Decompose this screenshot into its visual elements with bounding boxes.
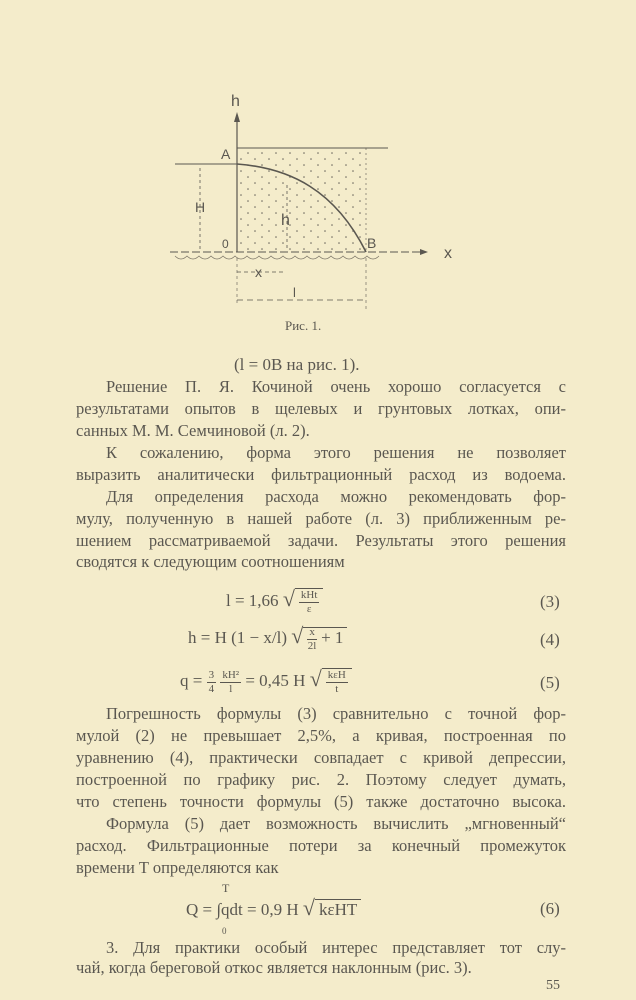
text-line: уравнению (4), практически совпадает с кривой депрессии, [76, 748, 566, 767]
text-line: Погрешность формулы (3) сравнительно с точной фор- [106, 704, 566, 723]
label-l: l [293, 285, 296, 300]
text-line: выразить аналитически фильтрационный расход из водоема. [76, 465, 566, 484]
text-line: чай, когда береговой откос является наклонным (рис. 3). [76, 958, 472, 977]
text-line: Решение П. Я. Кочиной очень хорошо согласуется с [106, 377, 566, 396]
label-O: 0 [222, 237, 229, 251]
figure-1-diagram [0, 0, 636, 340]
text-line: санных М. М. Семчиновой (л. 2). [76, 421, 310, 440]
text-line: сводятся к следующим соотношениям [76, 552, 345, 571]
text-line: мулой (2) не превышает 2,5%, а кривая, построенная по [76, 726, 566, 745]
text-line: шением рассматриваемой задачи. Результаты этого решения [76, 531, 566, 550]
integral-lower-limit: 0 [222, 926, 227, 936]
text-line: 3. Для практики особый интерес представляет тот слу- [106, 938, 566, 957]
text-line: построенной по графику рис. 2. Поэтому следует думать, [76, 770, 566, 789]
label-A: A [221, 146, 231, 162]
text-line: К сожалению, форма этого решения не позволяет [106, 443, 566, 462]
label-B: B [367, 235, 377, 251]
text-line: расход. Фильтрационные потери за конечный промежуток [76, 836, 566, 855]
equation-6: Q = ∫qdt = 0,9 H √ kεHT [186, 897, 361, 921]
text-line: времени T определяются как [76, 858, 279, 877]
page-number: 55 [546, 978, 560, 993]
equation-number: (4) [540, 630, 560, 649]
label-h-axis: h [231, 93, 240, 110]
equation-4: h = H (1 − x/l) √ $\frac{x}{2l}$ + 1 [188, 625, 347, 653]
figure-caption: Рис. 1. [285, 318, 322, 333]
label-h: h [281, 212, 290, 229]
label-x: x [255, 264, 262, 280]
text-line: результатами опытов в щелевых и грунтовых лотках, опи- [76, 399, 566, 418]
equation-5: q = $\frac{3}{4}$ $\frac{\text{kH²}}{l}$ = 0,45 H √ $\frac{\text{kεH}}{t}$ [180, 668, 352, 696]
text-line: Для определения расхода можно рекомендовать фор- [106, 487, 566, 506]
equation-number: (3) [540, 592, 560, 611]
label-x-axis: x [444, 245, 452, 262]
soil-region [238, 149, 366, 252]
equation-number: (6) [540, 899, 560, 918]
text-line: Формула (5) дает возможность вычислить „мгновенный“ [106, 814, 566, 833]
label-H: H [195, 199, 206, 215]
text-line: (l = 0B на рис. 1). [234, 355, 360, 374]
text-line: что степень точности формулы (5) также достаточно высока. [76, 792, 566, 811]
equation-3: l = 1,66 √ $\frac{\text{kHt}}{\varepsilon}$ [226, 588, 323, 616]
ground-hatch [175, 256, 379, 259]
equation-number: (5) [540, 673, 560, 692]
integral-upper-limit: T [222, 881, 230, 895]
text-line: мулу, полученную в нашей работе (л. 3) приближенным ре- [76, 509, 566, 528]
